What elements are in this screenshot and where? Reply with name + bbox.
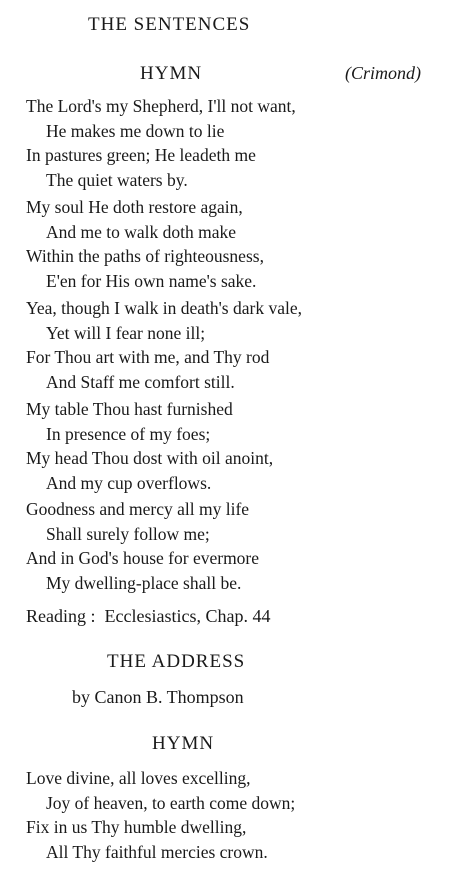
verse-line: Fix in us Thy humble dwelling,: [26, 817, 247, 837]
verse-line: For Thou art with me, and Thy rod: [26, 347, 270, 367]
hymn-verse-4: [26, 397, 466, 495]
verse-line: And me to walk doth make: [46, 221, 237, 242]
hymn-verse-3: [26, 296, 466, 394]
hymn-heading-2: HYMN: [152, 733, 215, 754]
verse-line: Yet will I fear none ill;: [46, 322, 206, 343]
hymn-verse-1: [26, 94, 466, 192]
verse-line: Within the paths of righteousness,: [26, 246, 264, 266]
verse-line: And Staff me comfort still.: [46, 371, 235, 392]
verse-line: Goodness and mercy all my life: [26, 499, 250, 519]
verse-line: In pastures green; He leadeth me: [26, 145, 256, 165]
verse-line: My dwelling-place shall be.: [46, 572, 242, 593]
hymn-heading: HYMN: [140, 63, 203, 84]
verse-line: He makes me down to lie: [46, 120, 225, 141]
verse-line: In presence of my foes;: [46, 423, 211, 444]
verse-line: Yea, though I walk in death's dark vale,: [26, 298, 302, 318]
hymn-tune-name: (Crimond): [345, 63, 421, 83]
verse-line: The Lord's my Shepherd, I'll not want,: [26, 96, 296, 116]
verse-line: And my cup overflows.: [46, 472, 212, 493]
hymn-2-verse-1: [26, 766, 466, 864]
verse-line: My table Thou hast furnished: [26, 399, 233, 419]
verse-line: And in God's house for evermore: [26, 548, 260, 568]
address-speaker: by Canon B. Thompson: [72, 687, 244, 707]
verse-line: E'en for His own name's sake.: [46, 270, 257, 291]
sentences-heading: THE SENTENCES: [88, 14, 251, 35]
verse-line: All Thy faithful mercies crown.: [46, 841, 268, 862]
reading-line: Reading : Ecclesiastics, Chap. 44: [26, 606, 271, 626]
verse-line: The quiet waters by.: [46, 169, 188, 190]
verse-line: Joy of heaven, to earth come down;: [46, 792, 296, 813]
hymn-verse-2: [26, 195, 466, 293]
verse-line: My soul He doth restore again,: [26, 197, 243, 217]
address-heading: THE ADDRESS: [107, 651, 246, 672]
verse-line: Shall surely follow me;: [46, 523, 210, 544]
hymn-verse-5: [26, 497, 466, 595]
verse-line: Love divine, all loves excelling,: [26, 768, 251, 788]
verse-line: My head Thou dost with oil anoint,: [26, 448, 274, 468]
